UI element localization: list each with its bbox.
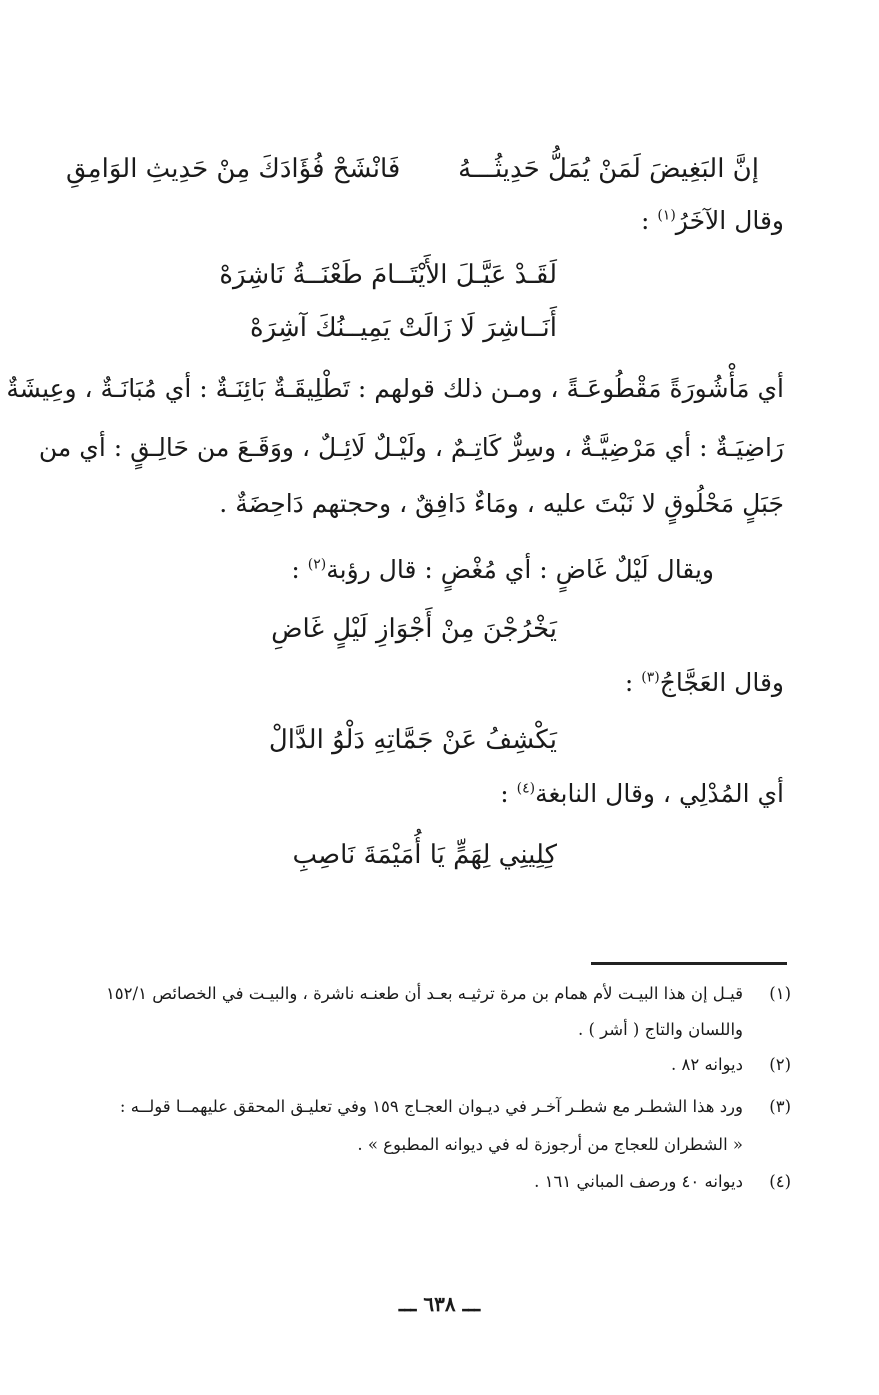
attribution-line: ويقال لَيْلٌ غَاضٍ : أي مُغْضٍ : قال رؤبة$^{(٢)}$ : [291, 555, 714, 584]
footnote-number: (٣) [769, 1097, 791, 1116]
footnote-number: (١) [769, 984, 791, 1003]
verse1-second-hemistich: فَانْشَحْ فُؤَادَكَ مِنْ حَدِيثِ الوَامِقِ [66, 154, 401, 184]
footnote-text: ديوانه ٤٠ ورصف المباني ١٦١ . [534, 1172, 743, 1191]
verse5: كِلِينِي لِهَمٍّ يَا أُمَيْمَةَ نَاصِبِ [292, 840, 557, 870]
footnote-ref-4: (٤) [516, 780, 536, 797]
footnote-text: ورد هذا الشطـر مع شطـر آخـر في ديـوان العجـاج ١٥٩ وفي تعليـق المحقق عليهمــا قولــه : [119, 1097, 743, 1116]
footnote-separator [591, 962, 787, 965]
footnote-ref-2: (٢) [307, 556, 327, 573]
verse2-line1: لَقَـدْ عَيَّـلَ الأَيْتَــامَ طَعْنَــةُ نَاشِرَهْ [219, 260, 557, 290]
attribution-line: وقال الآخَرُ$^{(١)}$ : [640, 206, 784, 235]
prose-line-2: رَاضِيَـةٌ : أي مَرْضِيَّـةٌ ، وسِرٌّ كَاتِـمٌ ، ولَيْـلٌ لَائِـلٌ ، ووَقَـعَ من حَالِـقٍ : أي من [38, 433, 784, 462]
footnote-text: ديوانه ٨٢ . [671, 1055, 743, 1074]
verse3: يَخْرُجْنَ مِنْ أَجْوَازِ لَيْلٍ غَاضِ [271, 614, 557, 644]
footnote-ref-3: (٣) [641, 669, 660, 686]
attribution-line: أي المُدْلِي ، وقال النابغة$^{(٤)}$ : [500, 779, 784, 808]
prose-line-3: جَبَلٍ مَحْلُوقٍ لا نَبْتَ عليه ، ومَاءٌ دَافِقٌ ، وحجتهم دَاحِضَةٌ . [219, 489, 784, 518]
prose-line-1: أي مَأْشُورَةً مَقْطُوعَـةً ، ومـن ذلك قولهم : تَطْلِيقَـةٌ بَائِنَـةٌ : أي مُبَانَـةٌ ، وعِيشَةٌ [6, 374, 784, 403]
footnote-ref-1: (١) [657, 207, 676, 224]
footnote-number: (٢) [769, 1055, 791, 1074]
verse2-line2: أَنَــاشِرَ لَا زَالَتْ يَمِيــنُكَ آشِرَهْ [250, 313, 557, 343]
verse1-first-hemistich: إنَّ البَغِيضَ لَمَنْ يُمَلُّ حَدِيثُـــهُ [458, 154, 759, 184]
verse4: يَكْشِفُ عَنْ جَمَّاتِهِ دَلْوُ الدَّالْ [268, 725, 557, 755]
footnote-text: واللسان والتاج ( أشر ) . [578, 1020, 743, 1039]
footnote-text: قيـل إن هذا البيـت لأم همام بن مرة ترثيـه بعـد أن طعنـه ناشرة ، والبيـت في الخصائص ١٥٢/١ [105, 984, 743, 1003]
footnote-number: (٤) [769, 1172, 791, 1191]
attribution-line: وقال العَجَّاجُ$^{(٣)}$ : [624, 668, 784, 697]
footnote-text: « الشطران للعجاج من أرجوزة له في ديوانه المطبوع » . [357, 1135, 743, 1154]
page-number: ـــ ٦٣٨ ـــ [398, 1292, 481, 1316]
